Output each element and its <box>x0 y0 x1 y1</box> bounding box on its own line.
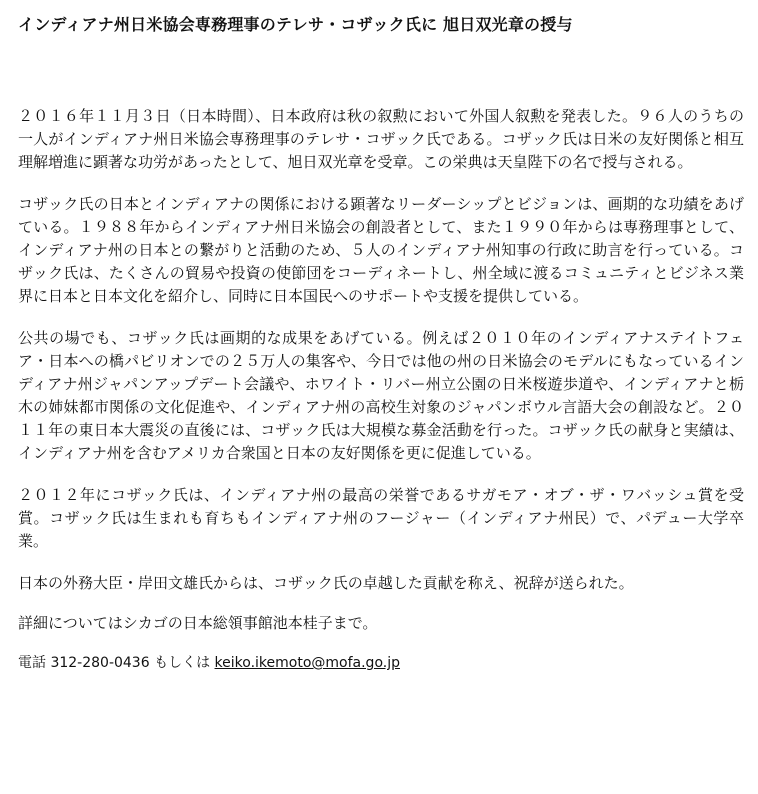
document-body <box>18 105 744 674</box>
contact-line <box>18 652 744 674</box>
paragraph-leadership: コザック氏の日本とインディアナの関係における顕著なリーダーシップとビジョンは、画期的な功績をあげている。１９８８年からインディアナ州日米協会の創設者として、また１９９０年からは専務理事として、インディアナ州の日本との繋がりと活動のため、５人のインディアナ州知事の行政に助言を行っている。コザック氏は、たくさんの貿易や投資の使節団をコーディネートし、州全域に渡るコミュニティとビジネス業界に日本と日本文化を紹介し、同時に日本国民へのサポートや支援を提供している。 <box>18 195 744 305</box>
paragraph-public-achievements: 公共の場でも、コザック氏は画期的な成果をあげている。例えば２０１０年のインディアナステイトフェア・日本への橋パビリオンでの２５万人の集客や、今日では他の州の日米協会のモデルにもなっているインディアナ州ジャパンアップデート会議や、ホワイト・リバー州立公園の日米桜遊歩道や、インディアナと栃木の姉妹都市関係の文化促進や、インディアナ州の高校生対象のジャパンボウル言語大会の創設など。２０１１年の東日本大震災の直後には、コザック氏は大規模な募金活動を行った。コザック氏の献身と実績は、インディアナ州を含むアメリカ合衆国と日本の友好関係を更に促進している。 <box>18 329 744 462</box>
contact-phone-text: 電話 312-280-0436 もしくは <box>18 655 211 671</box>
document-title: インディアナ州日米協会専務理事のテレサ・コザック氏に 旭日双光章の授与 <box>18 15 573 34</box>
paragraph-sagamore-award: ２０１２年にコザック氏は、インディアナ州の最高の栄誉であるサガモア・オブ・ザ・ワバッシュ賞を受賞。コザック氏は生まれも育ちもインディアナ州のフージャー（インディアナ州民）で、パデュー大学卒業。 <box>18 486 744 550</box>
paragraph-announcement: ２０１６年１１月３日（日本時間）、日本政府は秋の叙勲において外国人叙勲を発表した。９６人のうちの一人がインディアナ州日米協会専務理事のテレサ・コザック氏である。コザック氏は日米の友好関係と相互理解増進に顕著な功労があったとして、旭日双光章を受章。この栄典は天皇陛下の名で授与される。 <box>18 107 744 171</box>
paragraph-inquiries: 詳細についてはシカゴの日本総領事館池本桂子まで。 <box>18 614 378 632</box>
paragraph-congratulations: 日本の外務大臣・岸田文雄氏からは、コザック氏の卓越した貢献を称え、祝辞が送られた。 <box>18 574 634 592</box>
contact-email-link[interactable]: keiko.ikemoto@mofa.go.jp <box>214 655 400 671</box>
